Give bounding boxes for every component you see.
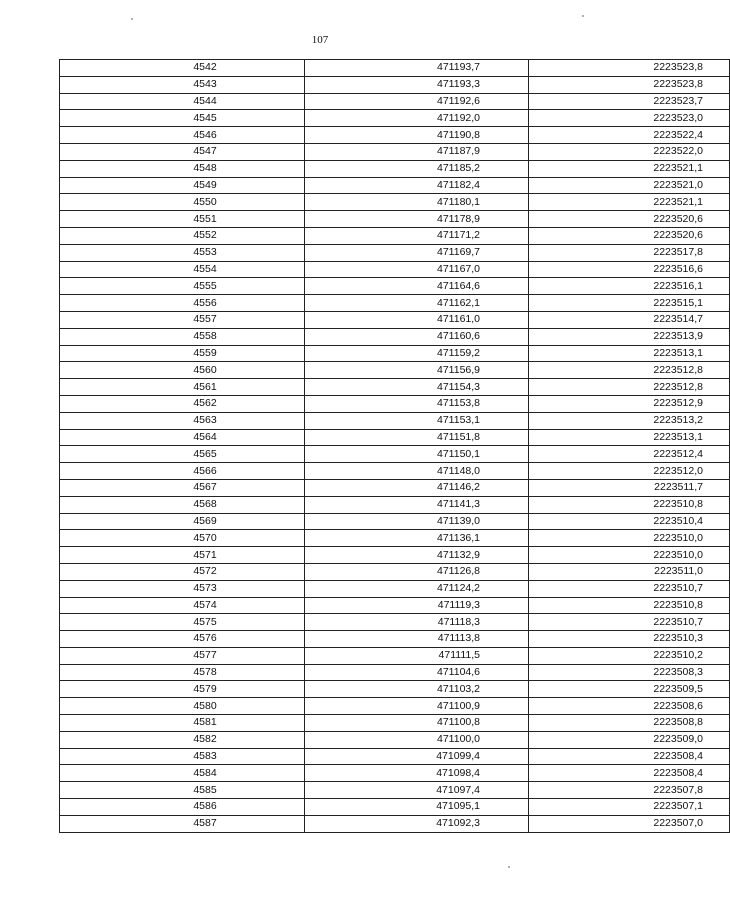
x-coordinate-cell: 471164,6 (305, 278, 529, 295)
y-coordinate-cell: 2223512,9 (529, 395, 730, 412)
point-number-cell: 4559 (60, 345, 305, 362)
table-row (60, 815, 730, 832)
y-coordinate-cell: 2223513,2 (529, 412, 730, 429)
scan-speck (131, 18, 133, 20)
point-number-cell: 4586 (60, 799, 305, 816)
table-row (60, 580, 730, 597)
page-number: 107 (311, 34, 329, 46)
x-coordinate-cell: 471193,3 (305, 76, 529, 93)
table-row (60, 211, 730, 228)
point-number-cell: 4545 (60, 110, 305, 127)
point-number-cell: 4555 (60, 278, 305, 295)
y-coordinate-cell: 2223517,8 (529, 244, 730, 261)
point-number-cell: 4564 (60, 429, 305, 446)
table-row (60, 698, 730, 715)
x-coordinate-cell: 471104,6 (305, 664, 529, 681)
table-row (60, 379, 730, 396)
x-coordinate-cell: 471160,6 (305, 328, 529, 345)
point-number-cell: 4567 (60, 479, 305, 496)
y-coordinate-cell: 2223516,1 (529, 278, 730, 295)
point-number-cell: 4551 (60, 211, 305, 228)
x-coordinate-cell: 471190,8 (305, 127, 529, 144)
x-coordinate-cell: 471153,8 (305, 395, 529, 412)
table-row (60, 76, 730, 93)
point-number-cell: 4543 (60, 76, 305, 93)
x-coordinate-cell: 471124,2 (305, 580, 529, 597)
point-number-cell: 4578 (60, 664, 305, 681)
x-coordinate-cell: 471153,1 (305, 412, 529, 429)
x-coordinate-cell: 471097,4 (305, 782, 529, 799)
y-coordinate-cell: 2223510,3 (529, 631, 730, 648)
x-coordinate-cell: 471156,9 (305, 362, 529, 379)
x-coordinate-cell: 471180,1 (305, 194, 529, 211)
point-number-cell: 4582 (60, 731, 305, 748)
table-row (60, 412, 730, 429)
table-row (60, 782, 730, 799)
y-coordinate-cell: 2223507,1 (529, 799, 730, 816)
x-coordinate-cell: 471103,2 (305, 681, 529, 698)
point-number-cell: 4585 (60, 782, 305, 799)
y-coordinate-cell: 2223523,8 (529, 76, 730, 93)
table-row (60, 295, 730, 312)
x-coordinate-cell: 471100,8 (305, 715, 529, 732)
x-coordinate-cell: 471171,2 (305, 227, 529, 244)
x-coordinate-cell: 471141,3 (305, 496, 529, 513)
x-coordinate-cell: 471150,1 (305, 446, 529, 463)
x-coordinate-cell: 471118,3 (305, 614, 529, 631)
table-row (60, 647, 730, 664)
point-number-cell: 4565 (60, 446, 305, 463)
y-coordinate-cell: 2223512,0 (529, 463, 730, 480)
table-row (60, 194, 730, 211)
table-row (60, 227, 730, 244)
x-coordinate-cell: 471169,7 (305, 244, 529, 261)
x-coordinate-cell: 471154,3 (305, 379, 529, 396)
y-coordinate-cell: 2223511,0 (529, 563, 730, 580)
x-coordinate-cell: 471100,9 (305, 698, 529, 715)
table-row (60, 765, 730, 782)
y-coordinate-cell: 2223523,8 (529, 60, 730, 77)
x-coordinate-cell: 471151,8 (305, 429, 529, 446)
table-row (60, 110, 730, 127)
point-number-cell: 4576 (60, 631, 305, 648)
point-number-cell: 4557 (60, 311, 305, 328)
table-row (60, 799, 730, 816)
point-number-cell: 4546 (60, 127, 305, 144)
table-row (60, 446, 730, 463)
point-number-cell: 4569 (60, 513, 305, 530)
y-coordinate-cell: 2223510,7 (529, 614, 730, 631)
y-coordinate-cell: 2223512,8 (529, 362, 730, 379)
point-number-cell: 4580 (60, 698, 305, 715)
table-row (60, 278, 730, 295)
table-row (60, 614, 730, 631)
x-coordinate-cell: 471167,0 (305, 261, 529, 278)
scan-speck (508, 866, 510, 868)
y-coordinate-cell: 2223512,4 (529, 446, 730, 463)
table-row (60, 362, 730, 379)
table-row (60, 530, 730, 547)
x-coordinate-cell: 471136,1 (305, 530, 529, 547)
x-coordinate-cell: 471187,9 (305, 143, 529, 160)
table-row (60, 160, 730, 177)
x-coordinate-cell: 471126,8 (305, 563, 529, 580)
point-number-cell: 4572 (60, 563, 305, 580)
table-row (60, 311, 730, 328)
table-row (60, 664, 730, 681)
table-row (60, 731, 730, 748)
y-coordinate-cell: 2223521,1 (529, 160, 730, 177)
x-coordinate-cell: 471099,4 (305, 748, 529, 765)
table-row (60, 631, 730, 648)
point-number-cell: 4554 (60, 261, 305, 278)
y-coordinate-cell: 2223521,0 (529, 177, 730, 194)
point-number-cell: 4583 (60, 748, 305, 765)
table-row (60, 345, 730, 362)
y-coordinate-cell: 2223522,0 (529, 143, 730, 160)
table-row (60, 177, 730, 194)
y-coordinate-cell: 2223513,1 (529, 429, 730, 446)
y-coordinate-cell: 2223510,0 (529, 547, 730, 564)
point-number-cell: 4566 (60, 463, 305, 480)
x-coordinate-cell: 471161,0 (305, 311, 529, 328)
point-number-cell: 4558 (60, 328, 305, 345)
x-coordinate-cell: 471100,0 (305, 731, 529, 748)
table-row (60, 513, 730, 530)
y-coordinate-cell: 2223520,6 (529, 227, 730, 244)
point-number-cell: 4563 (60, 412, 305, 429)
x-coordinate-cell: 471162,1 (305, 295, 529, 312)
x-coordinate-cell: 471098,4 (305, 765, 529, 782)
point-number-cell: 4581 (60, 715, 305, 732)
y-coordinate-cell: 2223522,4 (529, 127, 730, 144)
y-coordinate-cell: 2223523,7 (529, 93, 730, 110)
table-row (60, 681, 730, 698)
y-coordinate-cell: 2223513,1 (529, 345, 730, 362)
point-number-cell: 4579 (60, 681, 305, 698)
y-coordinate-cell: 2223510,7 (529, 580, 730, 597)
coordinates-table (59, 59, 730, 833)
y-coordinate-cell: 2223516,6 (529, 261, 730, 278)
scan-speck (582, 15, 584, 17)
point-number-cell: 4575 (60, 614, 305, 631)
point-number-cell: 4544 (60, 93, 305, 110)
y-coordinate-cell: 2223507,8 (529, 782, 730, 799)
x-coordinate-cell: 471119,3 (305, 597, 529, 614)
x-coordinate-cell: 471178,9 (305, 211, 529, 228)
y-coordinate-cell: 2223511,7 (529, 479, 730, 496)
x-coordinate-cell: 471148,0 (305, 463, 529, 480)
point-number-cell: 4568 (60, 496, 305, 513)
table-row (60, 143, 730, 160)
y-coordinate-cell: 2223510,8 (529, 496, 730, 513)
point-number-cell: 4553 (60, 244, 305, 261)
table-row (60, 127, 730, 144)
y-coordinate-cell: 2223510,4 (529, 513, 730, 530)
point-number-cell: 4570 (60, 530, 305, 547)
y-coordinate-cell: 2223508,4 (529, 765, 730, 782)
y-coordinate-cell: 2223508,3 (529, 664, 730, 681)
table-row (60, 563, 730, 580)
point-number-cell: 4548 (60, 160, 305, 177)
point-number-cell: 4577 (60, 647, 305, 664)
x-coordinate-cell: 471113,8 (305, 631, 529, 648)
point-number-cell: 4561 (60, 379, 305, 396)
x-coordinate-cell: 471146,2 (305, 479, 529, 496)
y-coordinate-cell: 2223510,2 (529, 647, 730, 664)
y-coordinate-cell: 2223508,4 (529, 748, 730, 765)
x-coordinate-cell: 471182,4 (305, 177, 529, 194)
y-coordinate-cell: 2223509,0 (529, 731, 730, 748)
y-coordinate-cell: 2223509,5 (529, 681, 730, 698)
y-coordinate-cell: 2223514,7 (529, 311, 730, 328)
x-coordinate-cell: 471192,0 (305, 110, 529, 127)
table-row (60, 328, 730, 345)
x-coordinate-cell: 471159,2 (305, 345, 529, 362)
point-number-cell: 4560 (60, 362, 305, 379)
table-row (60, 547, 730, 564)
x-coordinate-cell: 471193,7 (305, 60, 529, 77)
y-coordinate-cell: 2223520,6 (529, 211, 730, 228)
point-number-cell: 4556 (60, 295, 305, 312)
table-row (60, 395, 730, 412)
y-coordinate-cell: 2223515,1 (529, 295, 730, 312)
point-number-cell: 4562 (60, 395, 305, 412)
table-row (60, 93, 730, 110)
table-row (60, 244, 730, 261)
table-row (60, 715, 730, 732)
point-number-cell: 4574 (60, 597, 305, 614)
table-row (60, 597, 730, 614)
point-number-cell: 4542 (60, 60, 305, 77)
point-number-cell: 4547 (60, 143, 305, 160)
y-coordinate-cell: 2223508,8 (529, 715, 730, 732)
table-row (60, 748, 730, 765)
table-row (60, 60, 730, 77)
y-coordinate-cell: 2223510,0 (529, 530, 730, 547)
y-coordinate-cell: 2223523,0 (529, 110, 730, 127)
y-coordinate-cell: 2223512,8 (529, 379, 730, 396)
point-number-cell: 4549 (60, 177, 305, 194)
table-row (60, 463, 730, 480)
point-number-cell: 4552 (60, 227, 305, 244)
x-coordinate-cell: 471132,9 (305, 547, 529, 564)
x-coordinate-cell: 471111,5 (305, 647, 529, 664)
x-coordinate-cell: 471095,1 (305, 799, 529, 816)
point-number-cell: 4550 (60, 194, 305, 211)
point-number-cell: 4571 (60, 547, 305, 564)
table-row (60, 496, 730, 513)
table-row (60, 479, 730, 496)
coordinates-table-body (60, 60, 730, 833)
point-number-cell: 4584 (60, 765, 305, 782)
y-coordinate-cell: 2223507,0 (529, 815, 730, 832)
y-coordinate-cell: 2223513,9 (529, 328, 730, 345)
x-coordinate-cell: 471092,3 (305, 815, 529, 832)
y-coordinate-cell: 2223521,1 (529, 194, 730, 211)
table-row (60, 261, 730, 278)
y-coordinate-cell: 2223510,8 (529, 597, 730, 614)
x-coordinate-cell: 471192,6 (305, 93, 529, 110)
x-coordinate-cell: 471139,0 (305, 513, 529, 530)
table-row (60, 429, 730, 446)
point-number-cell: 4573 (60, 580, 305, 597)
point-number-cell: 4587 (60, 815, 305, 832)
y-coordinate-cell: 2223508,6 (529, 698, 730, 715)
x-coordinate-cell: 471185,2 (305, 160, 529, 177)
